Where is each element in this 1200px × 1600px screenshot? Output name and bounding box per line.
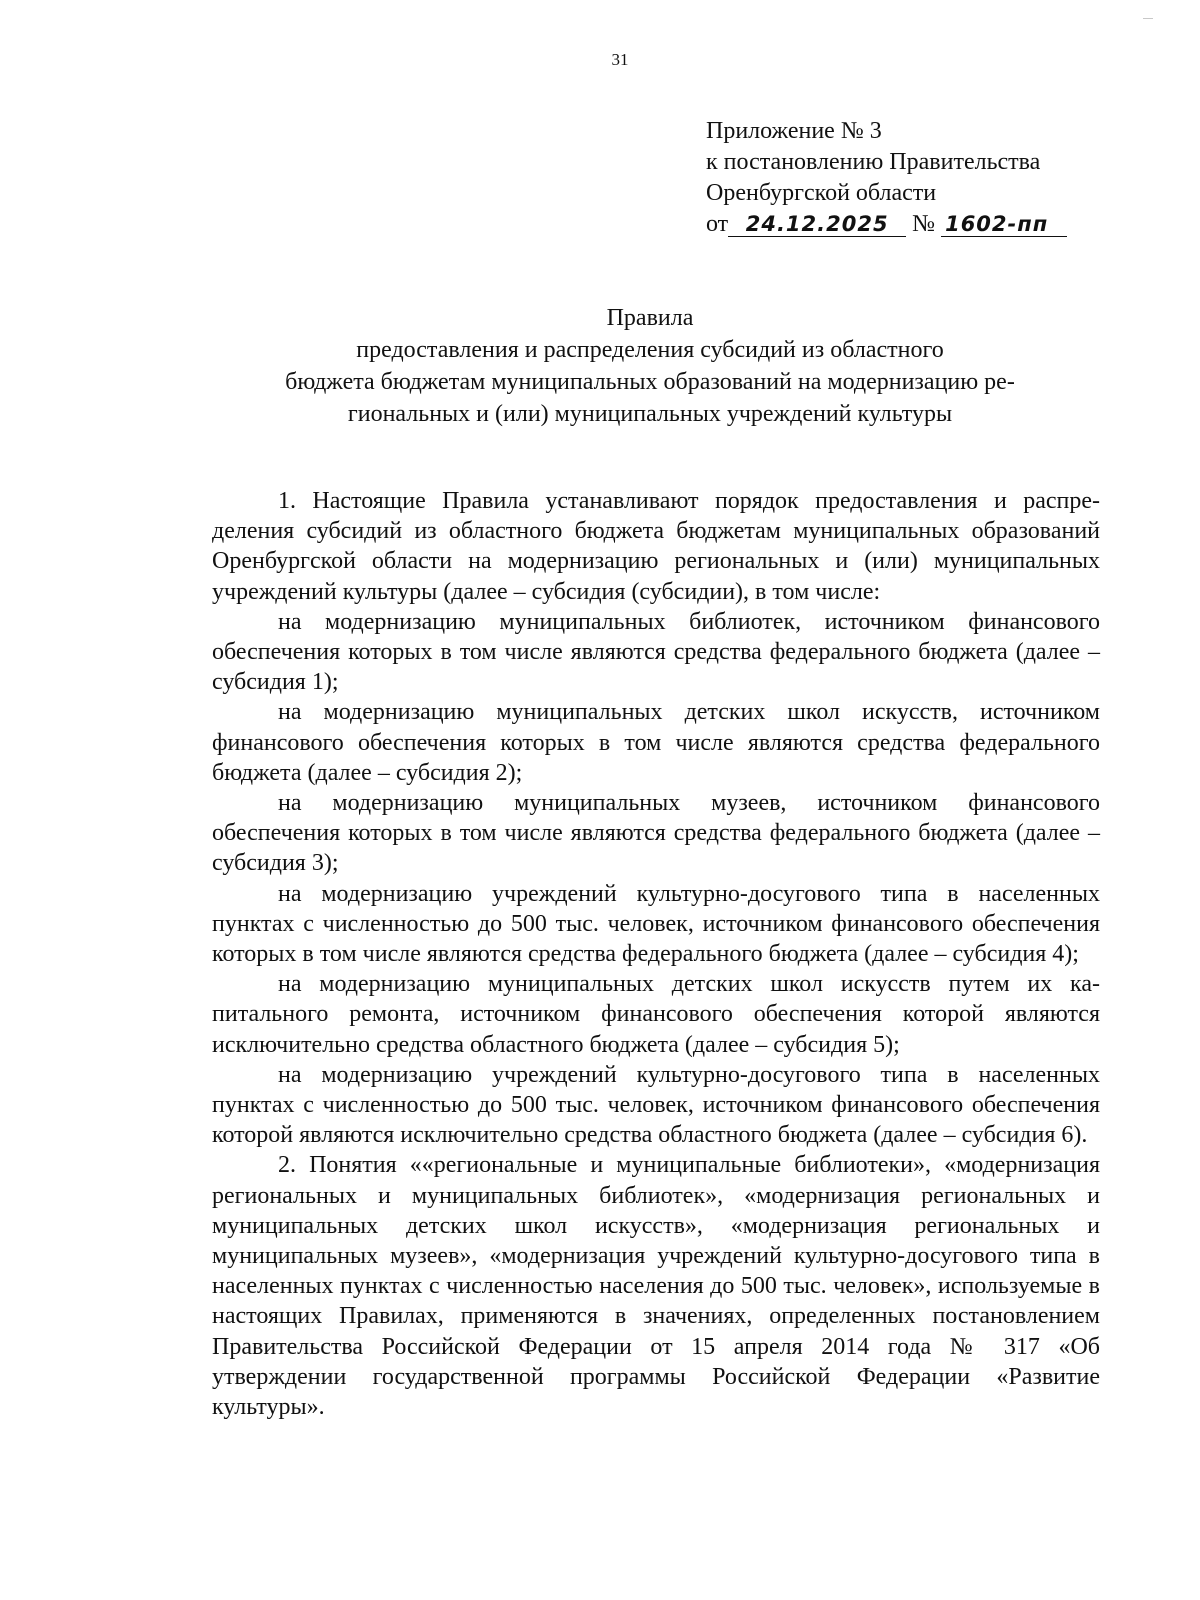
page-number: 31 — [611, 50, 629, 69]
paragraph-subsidy-1: на модернизацию муниципальных библиотек, источником финансового обеспечения которых в том числе являются средства федерального бюджета (далее – субсидия 1); — [212, 608, 1100, 696]
number-field — [941, 212, 1067, 237]
appendix-date-number-line — [706, 209, 1146, 240]
scan-corner-mark — [1143, 18, 1153, 19]
document-body — [212, 486, 1100, 1422]
title-line-3: гиональных и (или) муниципальных учреждений культуры — [347, 401, 953, 427]
title-heading: Правила — [606, 305, 694, 331]
handwritten-number: 1602-пп — [945, 212, 1049, 236]
paragraph-2: 2. Понятия ««региональные и муниципальные библиотеки», «модернизация региональных и муниципальных библиотек», «модернизация региональных и муниципальных детских школ искусств», «модернизация региональных и муниципальных музеев», «модернизация учреждений культурно-досугового типа в населенных пунктах с численностью населения до 500 тыс. человек», используемые в настоящих Правилах, применяются в значениях, определенных постановлением Правительства Российской Федерации от 15 апреля 2014 года № 317 «Об утверждении государственной программы Российской Федерации «Развитие культуры». — [212, 1152, 1100, 1421]
paragraph-subsidy-4: на модернизацию учреждений культурно-досугового типа в населенных пунктах с численностью до 500 тыс. человек, источником финансового обеспечения которых в том числе являются средства федерального бюджета (далее – субсидия 4); — [212, 880, 1100, 968]
title-line-1: предоставления и распределения субсидий из областного — [356, 337, 944, 363]
handwritten-date: 24.12.2025 — [745, 212, 889, 236]
appendix-region-line: Оренбургской области — [706, 180, 937, 206]
paragraph-1: 1. Настоящие Правила устанавливают порядок предоставления и распределения субсидий из областного бюджета бюджетам муниципальных образований Оренбургской области на модернизацию региональных и (или) муниципальных учреждений культуры (далее – субсидия (субсидии), в том числе: — [212, 488, 1100, 605]
date-field — [728, 212, 906, 237]
paragraph-subsidy-2: на модернизацию муниципальных детских школ искусств, источником финансового обеспечения которых в том числе являются средства федерального бюджета (далее – субсидия 2); — [212, 699, 1100, 786]
paragraph-subsidy-5: на модернизацию муниципальных детских школ искусств путем их капитального ремонта, источником финансового обеспечения которой являются исключительно средства областного бюджета (далее – субсидия 5); — [212, 971, 1100, 1058]
appendix-header — [706, 116, 1146, 240]
document-title — [200, 302, 1100, 430]
paragraph-subsidy-3: на модернизацию муниципальных музеев, источником финансового обеспечения которых в том числе являются средства федерального бюджета (далее – субсидия 3); — [212, 790, 1100, 877]
number-label: № — [912, 211, 936, 237]
title-line-2: бюджета бюджетам муниципальных образований на модернизацию ре- — [285, 369, 1015, 395]
appendix-title: Приложение № 3 — [706, 118, 882, 144]
appendix-resolution-line: к постановлению Правительства — [706, 149, 1041, 175]
paragraph-subsidy-6: на модернизацию учреждений культурно-досугового типа в населенных пунктах с численностью до 500 тыс. человек, источником финансового обеспечения которой являются исключительно средства областного бюджета (далее – субсидия 6). — [212, 1061, 1100, 1149]
date-label: от — [706, 211, 729, 237]
